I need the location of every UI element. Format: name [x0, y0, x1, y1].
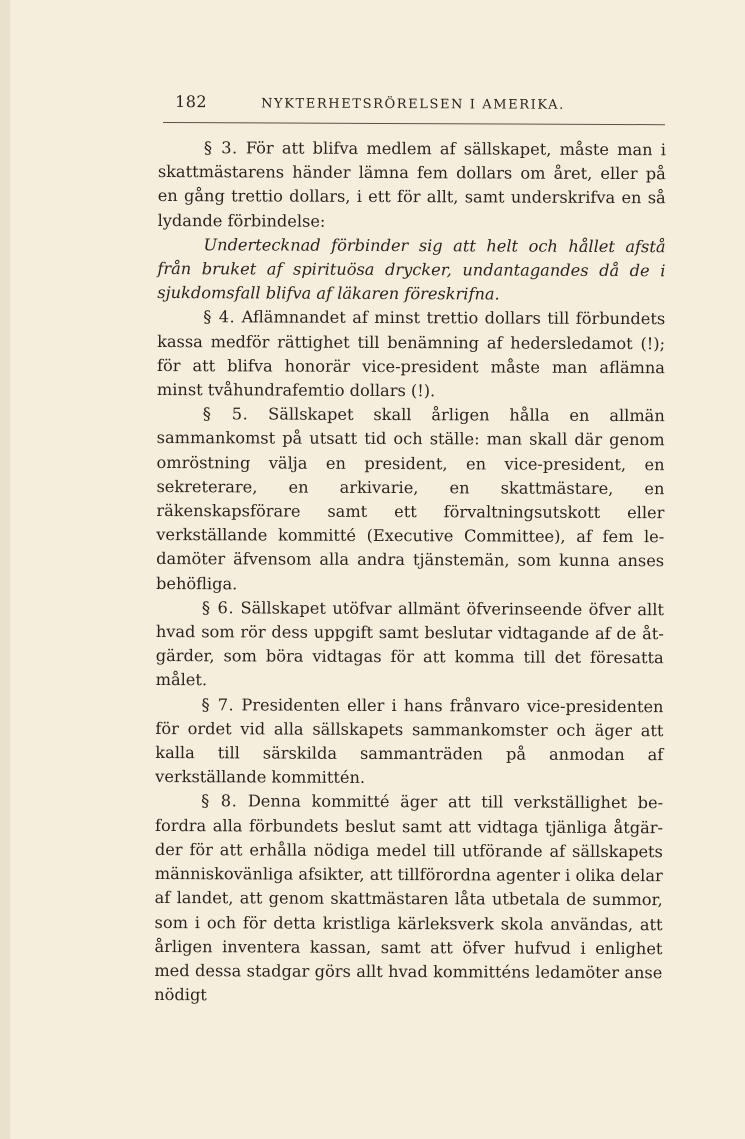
- page-number: 182: [175, 92, 208, 112]
- section-number: § 7.: [201, 694, 235, 715]
- paragraph-section-3: [158, 136, 666, 235]
- paragraph-section-6: [156, 596, 664, 695]
- paragraph-text: Presidenten eller i hans frånvaro vice-presidenten för ordet vid alla sällskapets sammankomster och äger att kalla till särskilda sammanträden på anmodan af verkställande kommittén.: [155, 695, 664, 788]
- running-head: NYKTERHETSRÖRELSEN I AMERIKA.: [261, 96, 565, 113]
- page-edge-shadow: [0, 0, 10, 1139]
- section-number: § 5.: [202, 404, 249, 424]
- body-text: [154, 136, 666, 1010]
- pledge-text: Undertecknad förbinder sig att helt och hållet afstå från bruket af spirituösa drycker, undantagandes då de i sjukdomsfall blifva af läkaren föreskrifna.: [157, 235, 666, 304]
- page-header: [163, 92, 665, 125]
- paragraph-section-4: [157, 305, 665, 404]
- section-number: § 3.: [203, 138, 238, 158]
- paragraph-text: Aflämnandet af minst trettio dollars till förbundets kassa medför rättighet till benämning af hedersledamot (!); för att blifva honorär vice-president måste man aflämna minst tvåhundrafemtio dollars (!).: [156, 307, 666, 401]
- section-number: § 4.: [203, 307, 236, 327]
- paragraph-section-7: [155, 693, 663, 792]
- section-number: § 8.: [201, 791, 238, 811]
- section-number: § 6.: [201, 598, 235, 618]
- paragraph-text: Sällskapet utöfvar allmänt öfverinseende öfver allt hvad som rör dess uppgift samt beslutar vidtagande af de åtgärder, som böra vidtagas för att komma till det föresatta målet.: [155, 598, 664, 690]
- paragraph-text: Denna kommitté äger att till verkställighet befordra alla förbundets beslut samt att vidtaga tjänliga åtgärder för att erhålla nödiga medel till utförande af sällskapets människovänliga afsikter, att tillförordna agenter i olika delar af landet, att genom skattmästaren låta utbetala de summor, som i och för detta kristliga kärleksverk skola användas, att årligen inventera kassan, samt att öfver hufvud i enlighet med dessa stadgar görs allt hvad kommitténs ledamöter anse nödigt: [154, 791, 664, 1005]
- paragraph-section-8: [154, 789, 663, 1009]
- paragraph-text: Sällskapet skall årligen hålla en allmän sammankomst på utsatt tid och ställe: man skall där genom omröstning välja en president, en vice-president, en sekreterare, en arkivarie, en skattmästare, en räkenskapsförare samt ett förvaltningsutskott eller verkställande kommitté (Executive Committee), af fem ledamöter äfvensom alla andra tjänstemän, som kunna anses behöfliga.: [156, 404, 665, 594]
- paragraph-section-5: [156, 402, 665, 598]
- paragraph-text: För att blifva medlem af sällskapet, måste man i skattmästarens händer lämna fem dollars om året, eller på en gång trettio dollars, i ett för allt, samt underskrifva en så lydande förbindelse:: [157, 138, 666, 231]
